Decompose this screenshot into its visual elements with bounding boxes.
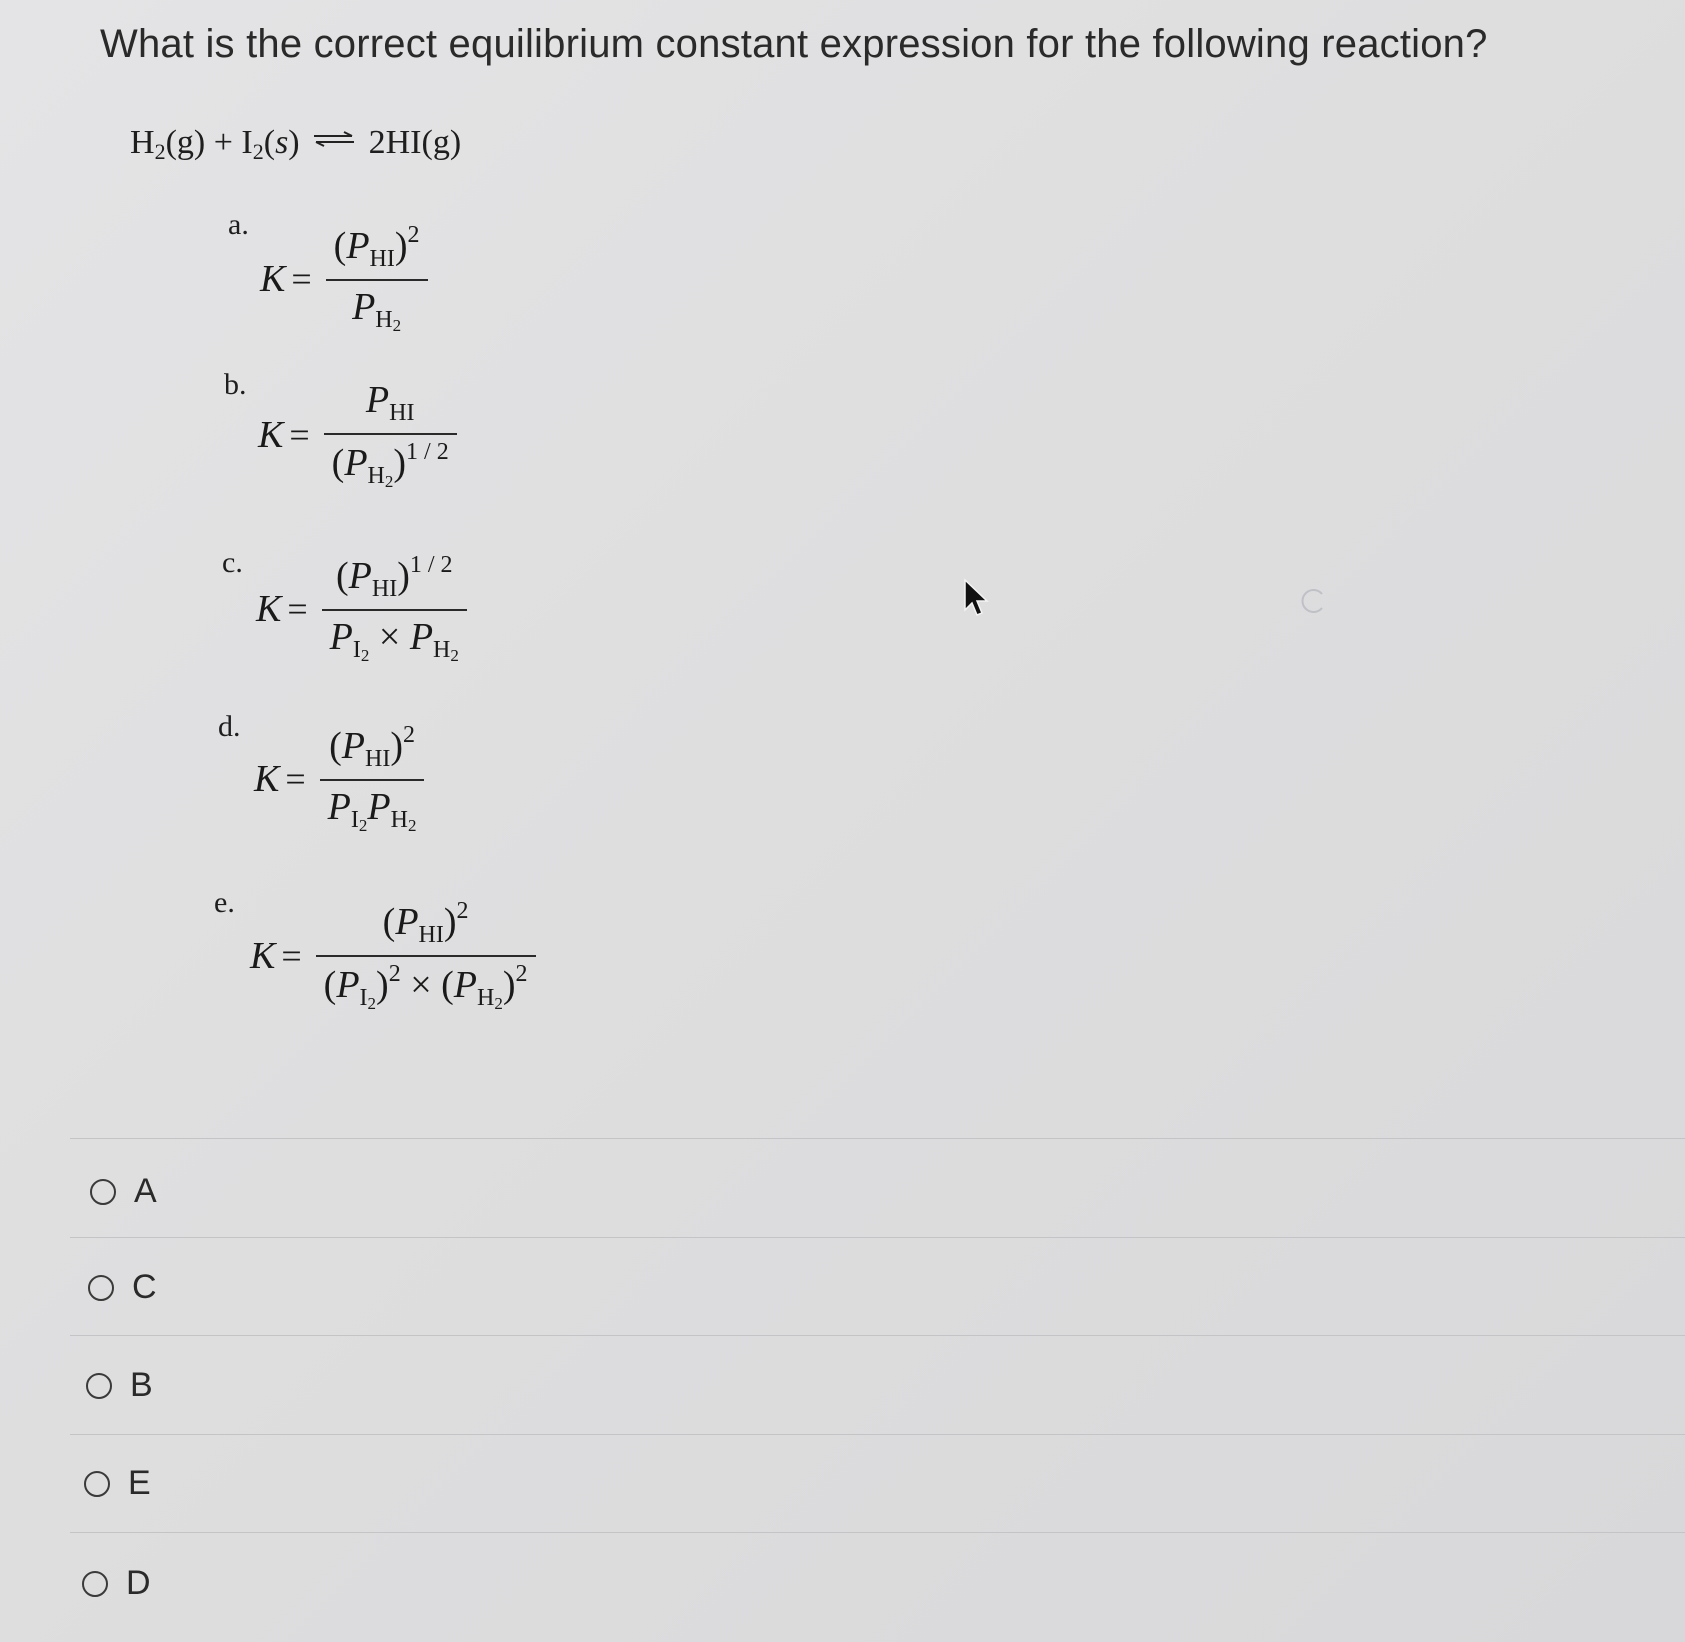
choice-e[interactable] (84, 1464, 151, 1503)
choice-b[interactable] (86, 1366, 153, 1405)
choice-label: A (134, 1172, 157, 1210)
equals-sign: = (281, 936, 302, 976)
choice-a[interactable] (90, 1172, 157, 1211)
h2-symbol: H (130, 124, 155, 161)
equals-sign: = (289, 415, 310, 455)
option-a-formula (260, 222, 428, 336)
numerator: $(P_{HI})^2$ (333, 222, 420, 272)
fraction (320, 722, 425, 836)
numerator: $(P_{HI})^2$ (329, 722, 415, 772)
k-symbol: K (258, 414, 284, 456)
i2-state-open: ( (263, 124, 276, 161)
denominator: $(P_{H2})^{1 / 2}$ (331, 439, 449, 491)
radio-button[interactable] (84, 1471, 110, 1497)
k-symbol: K (260, 258, 286, 300)
equilibrium-arrow-icon (312, 118, 356, 156)
divider (70, 1532, 1685, 1533)
option-b-letter: b. (224, 368, 247, 401)
k-symbol: K (256, 588, 282, 630)
divider (70, 1138, 1685, 1139)
option-d-formula (254, 722, 424, 836)
fraction (326, 222, 428, 336)
divider (70, 1335, 1685, 1336)
k-symbol: K (254, 758, 280, 800)
fraction (322, 552, 467, 666)
equals-sign: = (285, 759, 306, 799)
denominator: $P_{I2}P_{H2}$ (327, 786, 417, 835)
question-text: What is the correct equilibrium constant expression for the following reaction? (100, 22, 1488, 66)
radio-button[interactable] (86, 1373, 112, 1399)
choice-label: E (128, 1464, 151, 1502)
numerator: $(P_{HI})^2$ (382, 898, 469, 948)
i2-subscript: 2 (252, 139, 264, 164)
k-symbol: K (250, 935, 276, 977)
i2-symbol: I (241, 124, 253, 161)
h2-state: (g) (165, 124, 206, 161)
radio-button[interactable] (82, 1571, 108, 1597)
choice-d[interactable] (82, 1564, 151, 1603)
fraction (324, 378, 457, 492)
denominator: $P_{I2} \times P_{H2}$ (329, 616, 459, 665)
denominator: $(P_{I2})^2 \times (P_{H2})^2$ (323, 961, 528, 1013)
reaction-equation (130, 118, 461, 165)
option-d-letter: d. (218, 710, 241, 743)
choice-c[interactable] (88, 1268, 157, 1307)
option-e-letter: e. (214, 886, 235, 919)
denominator: $P_{H2}$ (352, 286, 402, 335)
fraction (316, 898, 536, 1014)
loading-spinner-icon (1298, 586, 1328, 621)
equals-sign: = (291, 259, 312, 299)
choice-label: B (130, 1366, 153, 1404)
choice-label: D (126, 1564, 151, 1602)
product-hi: 2HI(g) (368, 124, 462, 161)
option-e-formula (250, 898, 536, 1014)
choice-label: C (132, 1268, 157, 1306)
h2-subscript: 2 (154, 139, 166, 164)
option-c-formula (256, 552, 467, 666)
i2-state: s (275, 124, 289, 161)
plus-sign: + (213, 124, 233, 161)
option-c-letter: c. (222, 546, 243, 579)
radio-button[interactable] (90, 1179, 116, 1205)
option-a-letter: a. (228, 208, 249, 241)
divider (70, 1434, 1685, 1435)
mouse-cursor-icon (963, 578, 991, 623)
divider (70, 1237, 1685, 1238)
radio-button[interactable] (88, 1275, 114, 1301)
i2-state-close: ) (288, 124, 300, 161)
option-b-formula (258, 378, 457, 492)
numerator: $P_{HI}$ (365, 379, 415, 426)
numerator: $(P_{HI})^{1 / 2}$ (336, 552, 453, 602)
equals-sign: = (287, 589, 308, 629)
